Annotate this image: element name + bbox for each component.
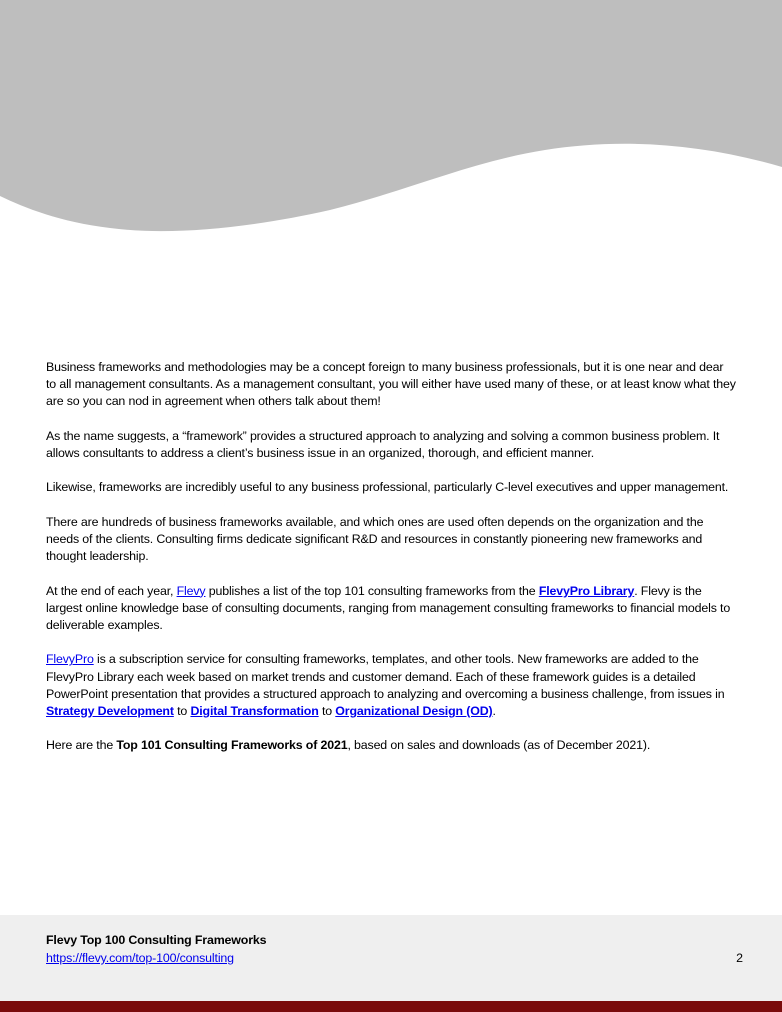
paragraph-framework-definition: As the name suggests, a “framework” provides a structured approach to analyzing and solving a common business problem. It allows consultants to address a client’s business issue in an organized, thorough, and efficient manner.: [46, 428, 720, 460]
page-number: 2: [736, 951, 743, 965]
flevy-link[interactable]: Flevy: [176, 583, 206, 598]
text: . Flevy is the largest online knowledge base of consulting documents, ranging from management consulting frameworks to financial models to deliverable examples.: [46, 583, 731, 632]
paragraph-intro: Business frameworks and methodologies may be a concept foreign to many business professionals, but it is one near and dear to all management consultants. As a management consultant, you will either have used many of these, or at least know what they are so you can nod in agreement when others talk about them!: [46, 360, 736, 409]
text: , based on sales and downloads (as of December 2021).: [347, 738, 651, 753]
footer-title: Flevy Top 100 Consulting Frameworks: [46, 933, 267, 947]
paragraph-top-101: [46, 737, 736, 754]
text: At the end of each year,: [46, 583, 177, 598]
strategy-development-link[interactable]: Strategy Development: [46, 703, 174, 718]
paragraph-hundreds: There are hundreds of business frameworks available, and which ones are used often depends on the organization and the needs of the clients. Consulting firms dedicate significant R&D and resources in constantly pioneering new frameworks and thought leadership.: [46, 514, 704, 564]
text: to: [173, 703, 191, 718]
paragraph-flevypro: [46, 651, 736, 720]
text: publishes a list of the top 101 consulting frameworks from the: [205, 583, 539, 598]
paragraph-flevy-list: [46, 583, 736, 635]
flevypro-library-link[interactable]: FlevyPro Library: [538, 583, 635, 598]
main-body: [46, 359, 736, 772]
footer-url-link[interactable]: https://flevy.com/top-100/consulting: [46, 951, 234, 965]
text: is a subscription service for consulting frameworks, templates, and other tools. New frameworks are added to the FlevyPro Library each week based on market trends and customer demand. Each of these framework guides is a detailed PowerPoint presentation that provides a structured approach to analyzing and overcoming a business challenge, from issues in: [46, 652, 725, 701]
digital-transformation-link[interactable]: Digital Transformation: [190, 703, 319, 718]
bottom-accent-bar: [0, 1001, 782, 1012]
text: .: [492, 703, 496, 718]
flevypro-link[interactable]: FlevyPro: [46, 652, 94, 667]
top-101-bold-text: Top 101 Consulting Frameworks of 2021: [116, 738, 348, 753]
page-footer: [0, 915, 782, 1001]
text: Here are the: [46, 738, 117, 753]
paragraph-likewise: Likewise, frameworks are incredibly useful to any business professional, particularly C-level executives and upper management.: [46, 480, 729, 495]
text: to: [318, 703, 336, 718]
organizational-design-link[interactable]: Organizational Design (OD): [335, 703, 493, 718]
header-wave: [0, 0, 782, 240]
